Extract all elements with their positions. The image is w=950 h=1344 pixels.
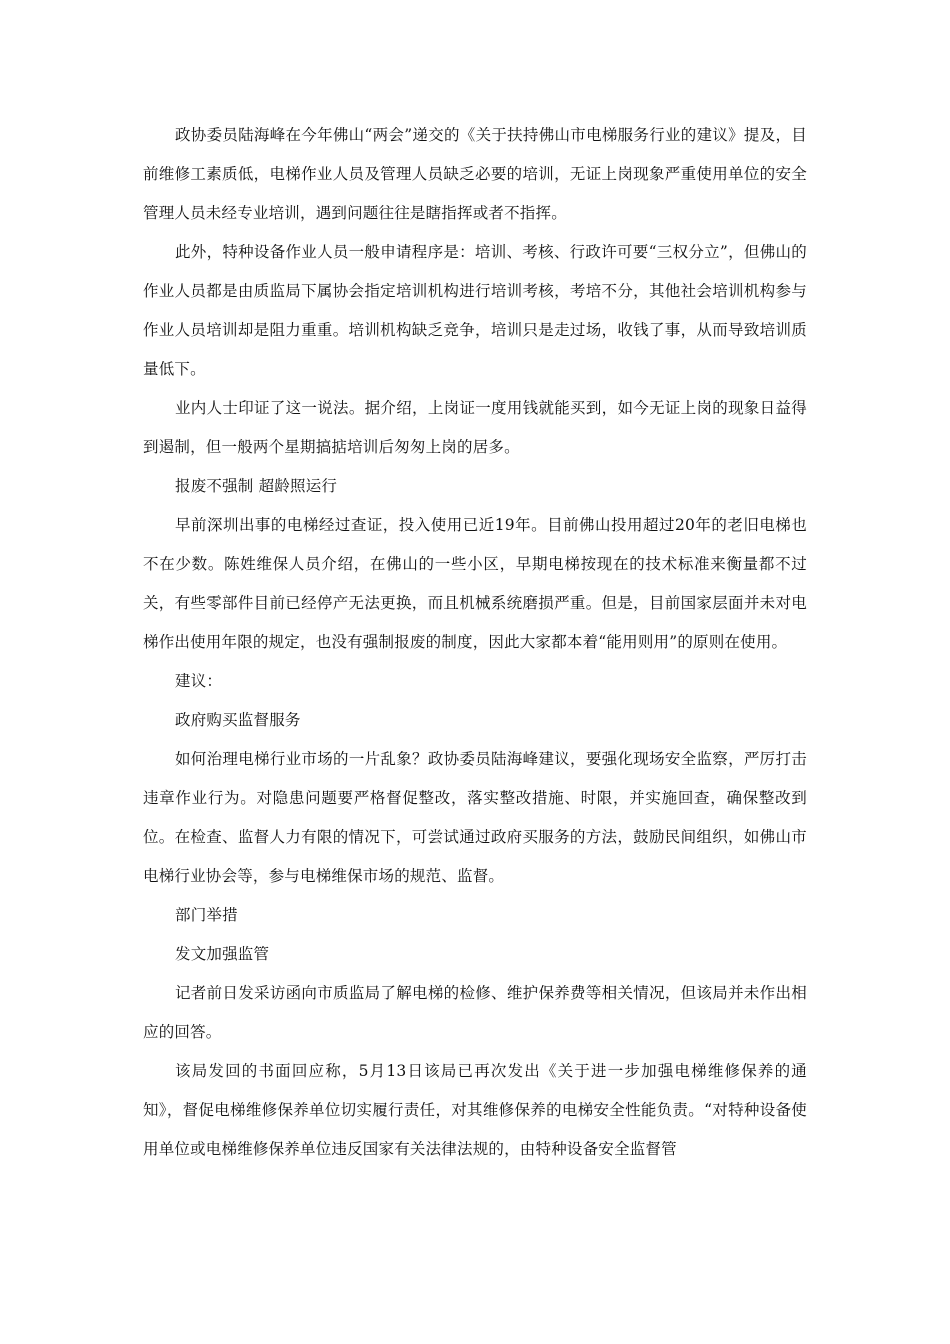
paragraph-written-response: 该局发回的书面回应称，5月13日该局已再次发出《关于进一步加强电梯维修保养的通知》，督促电梯维修保养单位切实履行责任，对其维修保养的电梯安全性能负责。“对特种设备使用单位或电梯维修保养单位违反国家有关法律法规的，由特种设备安全监督管 xyxy=(143,1062,807,1158)
paragraph-proposal-intro: 政协委员陆海峰在今年佛山“两会”递交的《关于扶持佛山市电梯服务行业的建议》提及，目前维修工素质低，电梯作业人员及管理人员缺乏必要的培训，无证上岗现象严重使用单位的安全管理人员未经专业培训，遇到问题往往是瞎指挥或者不指挥。 xyxy=(143,126,807,222)
paragraph-old-elevators: 早前深圳出事的电梯经过查证，投入使用已近19年。目前佛山投用超过20年的老旧电梯也不在少数。陈姓维保人员介绍，在佛山的一些小区，早期电梯按现在的技术标准来衡量都不过关，有些零部件目前已经停产无法更换，而且机械系统磨损严重。但是，目前国家层面并未对电梯作出使用年限的规定，也没有强制报废的制度，因此大家都本着“能用则用”的原则在使用。 xyxy=(143,516,807,651)
subheading-scrapping: 报废不强制 超龄照运行 xyxy=(175,477,338,495)
subheading-government-purchase: 政府购买监督服务 xyxy=(175,711,301,729)
paragraph-application-procedure: 此外，特种设备作业人员一般申请程序是：培训、考核、行政许可要“三权分立”，但佛山的作业人员都是由质监局下属协会指定培训机构进行培训考核，考培不分，其他社会培训机构参与作业人员培训却是阻力重重。培训机构缺乏竞争，培训只是走过场，收钱了事，从而导致培训质量低下。 xyxy=(143,243,807,378)
subheading-department-measures: 部门举措 xyxy=(175,906,238,924)
paragraph-governance-suggestion: 如何治理电梯行业市场的一片乱象？政协委员陆海峰建议，要强化现场安全监察，严厉打击违章作业行为。对隐患问题要严格督促整改，落实整改措施、时限，并实施回查，确保整改到位。在检查、监督人力有限的情况下，可尝试通过政府买服务的方法，鼓励民间组织，如佛山市电梯行业协会等，参与电梯维保市场的规范、监督。 xyxy=(143,750,807,885)
paragraph-industry-confirmation: 业内人士印证了这一说法。据介绍，上岗证一度用钱就能买到，如今无证上岗的现象日益得到遏制，但一般两个星期搞掂培训后匆匆上岗的居多。 xyxy=(143,399,807,456)
article-body xyxy=(143,116,807,1169)
subheading-strengthen-supervision: 发文加强监管 xyxy=(175,945,270,963)
subheading-suggestion: 建议： xyxy=(175,672,223,690)
paragraph-reporter-inquiry: 记者前日发采访函向市质监局了解电梯的检修、维护保养费等相关情况，但该局并未作出相应的回答。 xyxy=(143,984,807,1041)
